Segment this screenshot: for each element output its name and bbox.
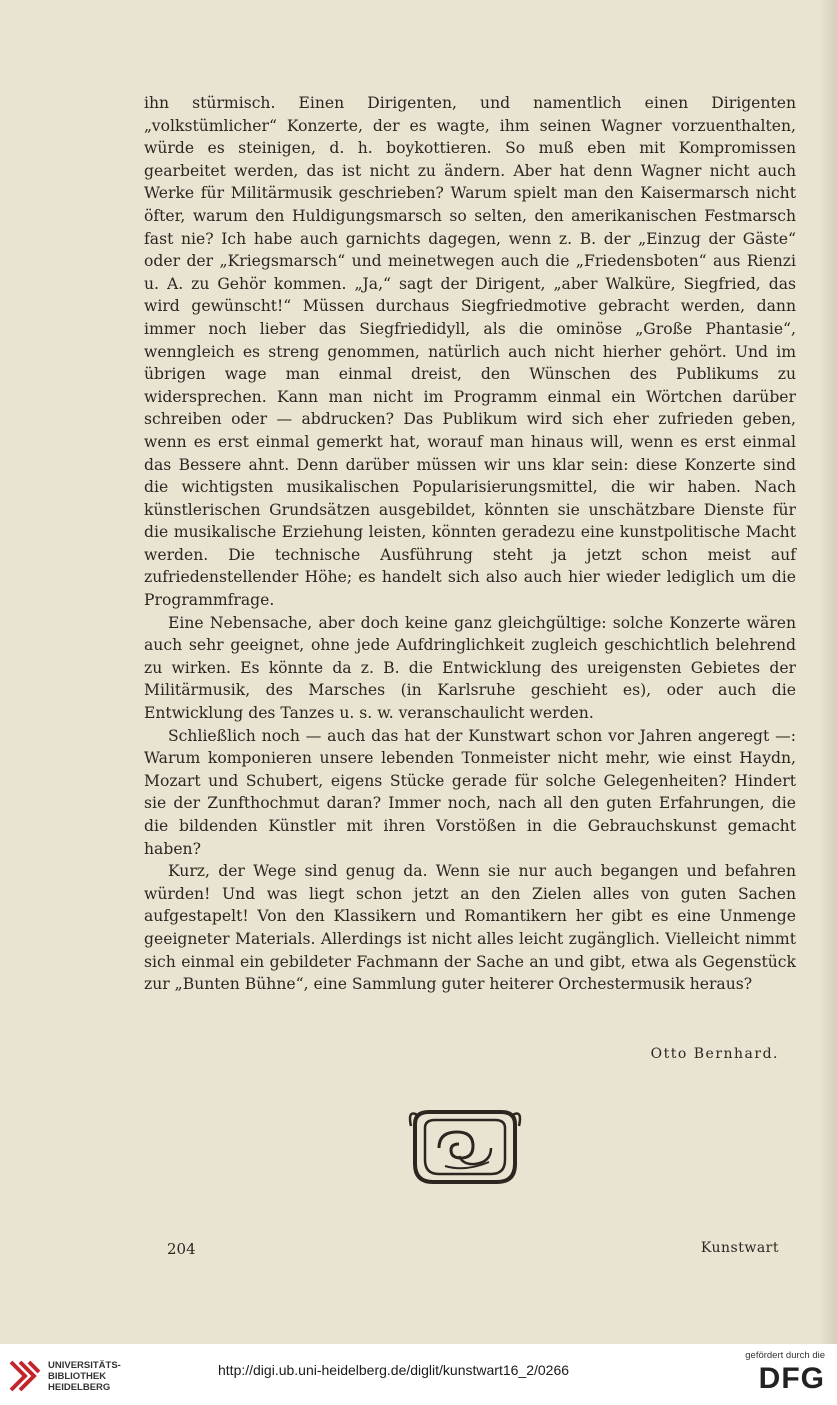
page-edge-shadow bbox=[819, 0, 837, 1344]
paragraph-3: Schließlich noch — auch das hat der Kunstwart schon vor Jahren angeregt —: Warum komponieren unsere lebenden Tonmeister nicht mehr, wie einst Haydn, Mozart und Schubert, eigens Stücke gerade für solche Gelegenheiten? Hindert sie der Zunfthochmut daran? Immer noch, nach all den guten Erfahrungen, die die bildenden Künstler mit ihren Vorstößen in die Gebrauchskunst gemacht haben? bbox=[144, 726, 796, 858]
journal-name: Kunstwart bbox=[700, 1240, 779, 1256]
paragraph-2: Eine Nebensache, aber doch keine ganz gleichgültige: solche Konzerte wären auch sehr geeignet, ohne jede Aufdringlichkeit zugleich geschichtlich belehrend zu wirken. Es könnte da z. B. die Entwicklung des ureigensten Gebietes der Militärmusik, des Marsches (in Karlsruhe geschieht es), oder auch die Entwicklung des Tanzes u. s. w. veranschaulicht werden. bbox=[144, 613, 796, 723]
digitization-footer bbox=[0, 1344, 837, 1405]
library-name: UNIVERSITÄTS- BIBLIOTHEK HEIDELBERG bbox=[48, 1360, 121, 1393]
page-number: 204 bbox=[167, 1240, 196, 1258]
library-emblem-icon bbox=[8, 1356, 42, 1396]
ornament-vignette-icon bbox=[405, 1104, 525, 1190]
dfg-logo[interactable]: DFG bbox=[758, 1362, 825, 1395]
paragraph-4: Kurz, der Wege sind genug da. Wenn sie nur auch begangen und befahren würden! Und was liegt schon jetzt an den Zielen alles von guten Sachen aufgestapelt! Von den Klassikern und Romantikern her gibt es eine Unmenge geeigneter Materials. Allerdings ist nicht alles leicht zugänglich. Vielleicht nimmt sich einmal ein gebildeter Fachmann der Sache an und gibt, etwa als Gegenstück zur „Bunten Bühne“, eine Sammlung guter heiterer Orchestermusik heraus? bbox=[144, 862, 796, 994]
library-logo[interactable] bbox=[8, 1354, 128, 1398]
article-body bbox=[144, 92, 796, 996]
sponsor-label: gefördert durch die bbox=[745, 1350, 825, 1361]
permalink-url[interactable]: http://digi.ub.uni-heidelberg.de/diglit/kunstwart16_2/0266 bbox=[218, 1362, 570, 1378]
author-signature: Otto Bernhard. bbox=[650, 1046, 779, 1062]
paragraph-1: ihn stürmisch. Einen Dirigenten, und namentlich einen Dirigenten „volkstümlicher“ Konzerte, der es wagte, ihm seinen Wagner vorzuenthalten, würde es steinigen, d. h. boykottieren. So muß eben mit Kompromissen gearbeitet werden, das ist nicht zu ändern. Aber hat denn Wagner nicht auch Werke für Militärmusik geschrieben? Warum spielt man den Kaisermarsch nicht öfter, warum den Huldigungsmarsch so selten, den amerikanischen Festmarsch fast nie? Ich habe auch garnichts dagegen, wenn z. B. der „Einzug der Gäste“ oder der „Kriegsmarsch“ und meinetwegen auch die „Friedensboten“ aus Rienzi u. A. zu Gehör kommen. „Ja,“ sagt der Dirigent, „aber Walküre, Siegfried, das wird gewünscht!“ Müssen durchaus Siegfriedmotive gebracht werden, dann immer noch lieber das Siegfriedidyll, als die ominöse „Große Phantasie“, wenngleich es streng genommen, natürlich auch nicht hierher gehört. Und im übrigen wage man einmal dreist, den Wünschen des Publikums zu widersprechen. Kann man nicht im Programm einmal ein Wörtchen darüber schreiben oder — abdrucken? Das Publikum wird sich eher zufrieden geben, wenn es erst einmal gemerkt hat, worauf man hinaus will, wenn es erst einmal das Bessere ahnt. Denn darüber müssen wir uns klar sein: diese Konzerte sind die wichtigsten musikalischen Popularisierungsmittel, die wir haben. Nach künstlerischen Grundsätzen ausgebildet, könnten sie unschätzbare Dienste für die musikalische Erziehung leisten, könnten geradezu eine kunstpolitische Macht werden. Die technische Ausführung steht ja jetzt schon meist auf zufriedenstellender Höhe; es handelt sich also auch hier wieder lediglich um die Programmfrage. bbox=[144, 94, 796, 610]
